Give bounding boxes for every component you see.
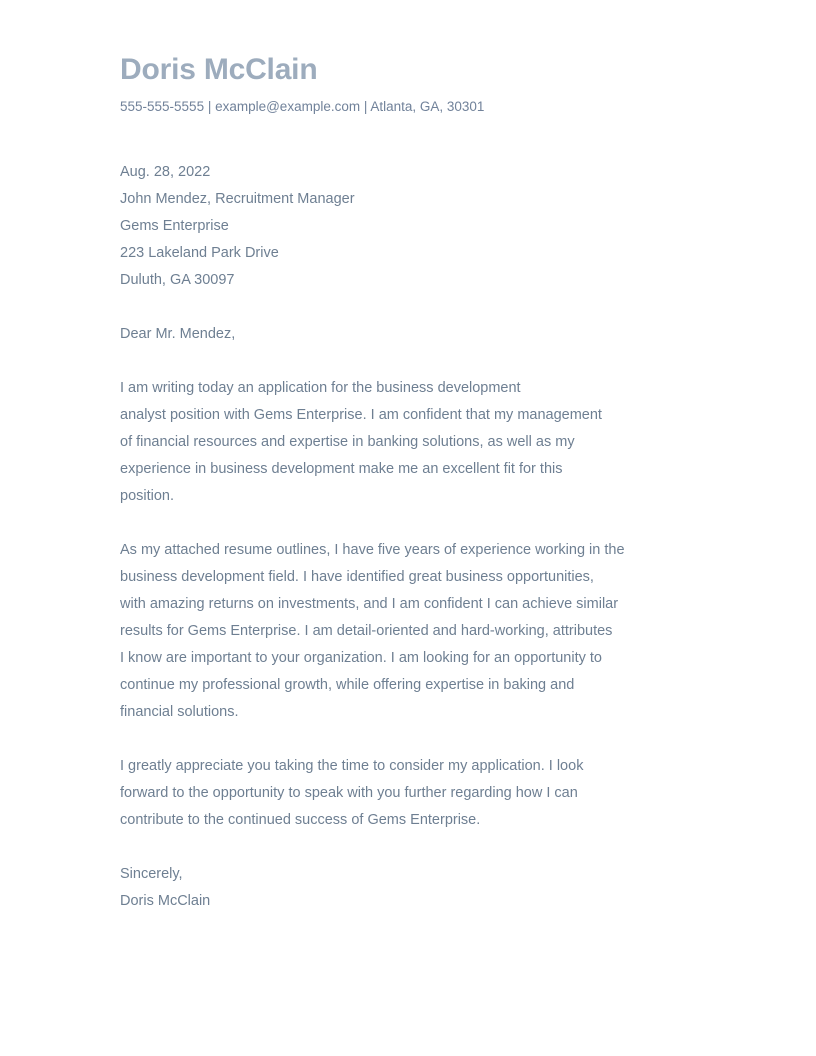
body-paragraph-3 [120,753,720,834]
paragraph-line: with amazing returns on investments, and I am confident I can achieve similar [120,596,619,612]
paragraph-line: continue my professional growth, while offering expertise in baking and [120,677,575,693]
paragraph-line: business development field. I have identified great business opportunities, [120,569,594,585]
paragraph-line: analyst position with Gems Enterprise. I am confident that my management [120,407,602,423]
paragraph-line: of financial resources and expertise in banking solutions, as well as my [120,434,575,450]
recipient-company: Gems Enterprise [120,218,229,234]
paragraph-line: I am writing today an application for the business development [120,380,521,396]
sender-name: Doris McClain [120,53,318,86]
recipient-city-state-zip: Duluth, GA 30097 [120,272,235,288]
letter-date: Aug. 28, 2022 [120,164,211,180]
paragraph-line: forward to the opportunity to speak with you further regarding how I can [120,785,578,801]
salutation: Dear Mr. Mendez, [120,326,236,342]
valediction: Sincerely, [120,866,183,882]
signature-name: Doris McClain [120,893,211,909]
recipient-block [120,159,720,294]
closing-block [120,861,720,915]
sender-contact-line: 555-555-5555 | example@example.com | Atlanta, GA, 30301 [120,99,485,114]
paragraph-line: I greatly appreciate you taking the time to consider my application. I look [120,758,584,774]
paragraph-line: position. [120,488,175,504]
recipient-name-title: John Mendez, Recruitment Manager [120,191,355,207]
letter-header [120,0,720,117]
paragraph-line: As my attached resume outlines, I have five years of experience working in the [120,542,625,558]
body-paragraph-2 [120,537,720,726]
paragraph-line: experience in business development make me an excellent fit for this [120,461,563,477]
paragraph-line: I know are important to your organization. I am looking for an opportunity to [120,650,602,666]
paragraph-line: results for Gems Enterprise. I am detail-oriented and hard-working, attributes [120,623,613,639]
body-paragraph-1 [120,375,720,510]
paragraph-line: contribute to the continued success of Gems Enterprise. [120,812,481,828]
paragraph-line: financial solutions. [120,704,239,720]
letter-content [120,0,720,915]
recipient-street: 223 Lakeland Park Drive [120,245,279,261]
